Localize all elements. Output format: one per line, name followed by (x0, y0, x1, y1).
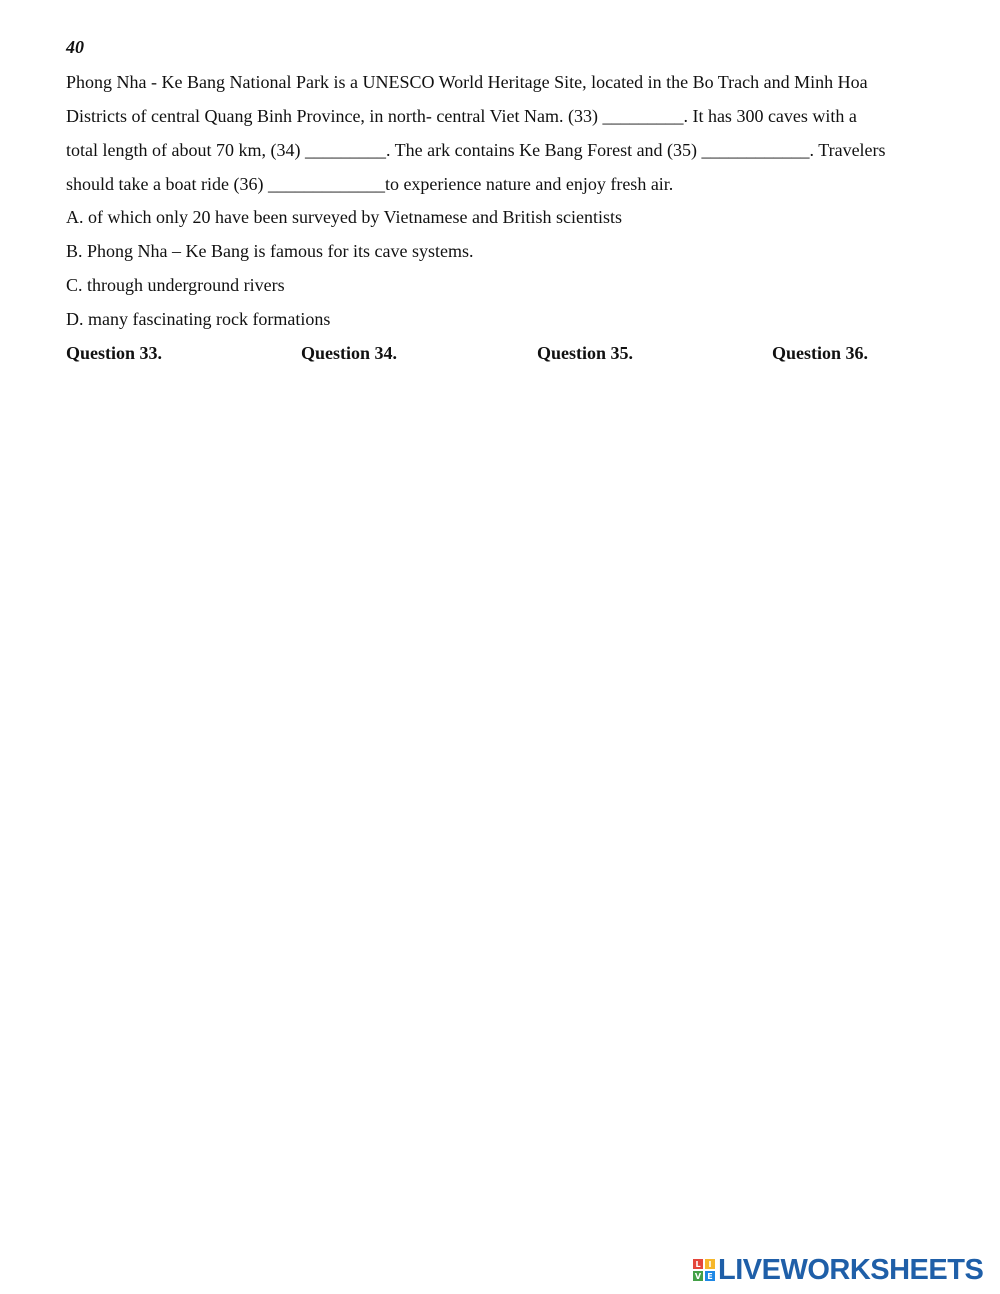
logo-tile-v: V (694, 1271, 702, 1281)
logo-tile-i: I (705, 1259, 715, 1269)
answer-options (66, 200, 622, 336)
question-36-label: Question 36. (772, 343, 869, 363)
passage-line: Districts of central Quang Binh Province, in north- central Viet Nam. (33) _________. It has 300 caves with a (66, 106, 857, 126)
logo-tile-e: E (705, 1271, 715, 1281)
question-row (66, 336, 942, 370)
liveworksheets-logo-text: LIVEWORKSHEETS (718, 1253, 984, 1286)
question-35-label: Question 35. (537, 343, 634, 363)
question-33-label: Question 33. (66, 343, 163, 363)
liveworksheets-logo (693, 1255, 983, 1285)
reading-passage (66, 65, 942, 201)
logo-tile-l: L (693, 1259, 703, 1269)
option-a: A. of which only 20 have been surveyed by Vietnamese and British scientists (66, 207, 622, 227)
page-number: 40 (66, 37, 84, 57)
passage-line: Phong Nha - Ke Bang National Park is a UNESCO World Heritage Site, located in the Bo Trach and Minh Hoa (66, 72, 868, 92)
passage-line: total length of about 70 km, (34) _________. The ark contains Ke Bang Forest and (35) ____________. Travelers (66, 140, 886, 160)
liveworksheets-logo-icon (693, 1259, 715, 1281)
option-b: B. Phong Nha – Ke Bang is famous for its cave systems. (66, 241, 474, 261)
option-c: C. through underground rivers (66, 275, 285, 295)
option-d: D. many fascinating rock formations (66, 309, 331, 329)
passage-line: should take a boat ride (36) _____________to experience nature and enjoy fresh air. (66, 174, 674, 194)
question-34-label: Question 34. (301, 343, 398, 363)
